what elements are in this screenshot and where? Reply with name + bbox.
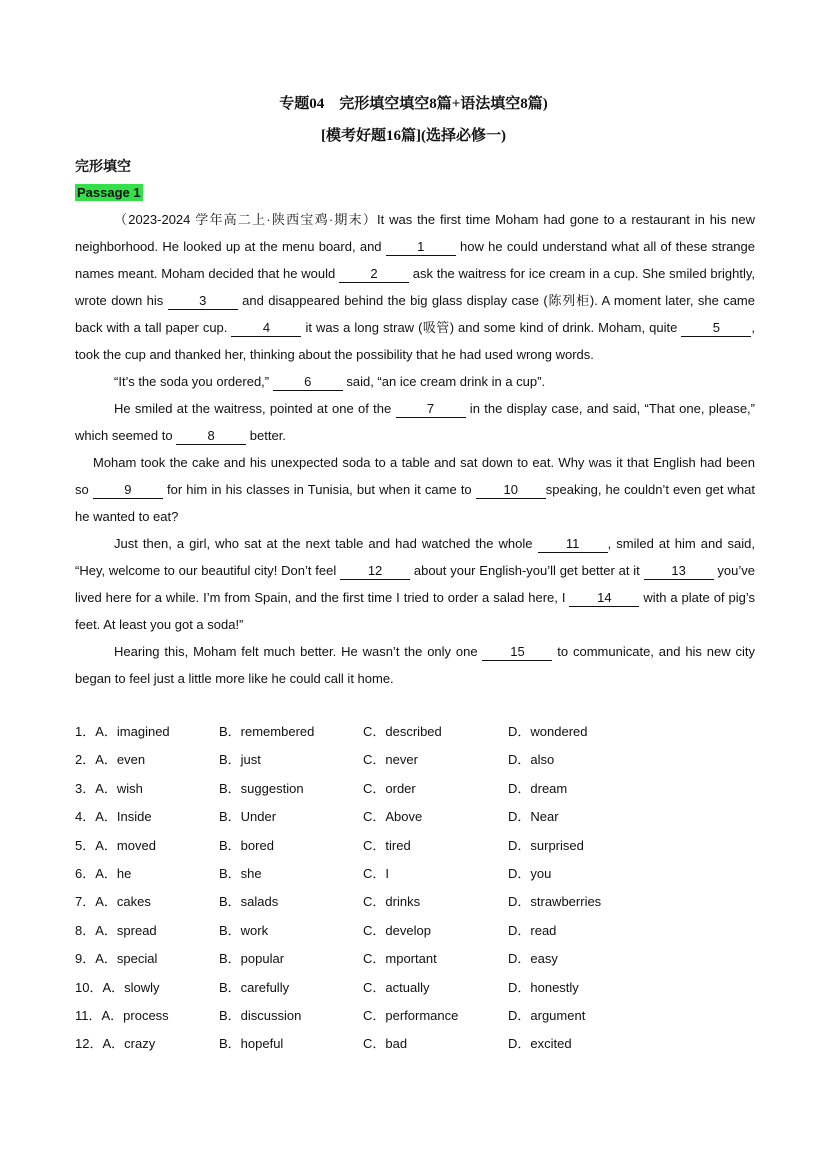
passage-text: speaking, he couldn’t even get what he wanted to eat? [75,482,756,524]
passage-text: （2023-2024 学年高二上·陕西宝鸡·期末）It was the first time Moham had gone to a restaurant in his new neighborhood. He looked up at the menu board, and [75,212,755,254]
option-b: B．she [219,865,262,881]
option-a: 11．A．process [75,1007,169,1023]
question-row [75,977,755,1005]
passage-text: with a plate of pig’s feet. At least you got a soda!” [75,590,755,632]
option-b: B．Under [219,809,277,825]
option-a: 7．A．cakes [75,894,151,910]
option-c: C．performance [363,1007,459,1023]
question-row [75,920,755,948]
question-row [75,891,755,919]
option-d: D．dream [508,780,568,796]
option-c: C．described [363,724,442,739]
passage-text: for him in his classes in Tunisia, but when it came to [162,482,476,497]
option-d: D．excited [508,1036,572,1052]
option-b: B．salads [219,894,279,910]
question-row [75,863,755,891]
blank: 10 [476,482,546,499]
option-a: 9．A．special [75,951,158,967]
blank: 5 [681,320,751,337]
question-row [75,721,755,749]
page-title: 专题04 完形填空填空8篇+语法填空8篇) [279,96,548,112]
option-d: D．also [508,752,555,768]
blank: 9 [93,482,163,499]
option-a: 3．A．wish [75,780,143,796]
option-c: C．mportant [363,951,437,967]
question-row [75,1033,755,1061]
option-b: B．bored [219,837,274,853]
question-row [75,948,755,976]
passage-text: to communicate, and his new city began to feel just a little more like he could call it home. [75,644,755,686]
passage-text: , took the cup and thanked her, thinking about the possibility that he had used wrong words. [75,320,755,362]
blank: 4 [231,320,301,337]
option-b: B．just [219,752,261,768]
blank: 11 [538,536,608,553]
passage-label: Passage 1 [77,185,141,200]
option-b: B．hopeful [219,1036,284,1052]
question-row [75,1005,755,1033]
passage-text: how he could understand what all of these strange names meant. Moham decided that he would [75,239,755,281]
paragraph [75,449,755,530]
option-b: B．suggestion [219,780,304,796]
passage-body [75,206,755,692]
option-c: C．drinks [363,894,421,910]
passage-text: , smiled at him and said, “Hey, welcome to our beautiful city! Don’t feel [75,536,755,578]
passage-text: said, “an ice cream drink in a cup”. [342,374,546,389]
passage-text: about your English-you’ll get better at it [410,563,644,578]
passage-text: better. [246,428,286,443]
option-b: B．discussion [219,1007,302,1023]
passage-text: Moham took the cake and his unexpected soda to a table and sat down to eat. Why was it that English had been so [75,455,755,497]
passage-text: Hearing this, Moham felt much better. He wasn’t the only one [114,644,483,659]
option-d: D．surprised [508,837,584,853]
option-b: B．remembered [219,724,315,739]
option-d: D．wondered [508,724,588,739]
passage-text: in the display case, and said, “That one, please,” which seemed to [75,401,755,443]
passage-text: ask the waitress for ice cream in a cup. She smiled brightly, wrote down his [75,266,755,308]
blank: 3 [168,293,238,310]
option-a: 1．A．imagined [75,724,170,739]
section-heading: 完形填空 [75,158,131,174]
question-row [75,835,755,863]
option-c: C．never [363,752,418,768]
option-c: C．bad [363,1036,408,1052]
blank: 6 [273,374,343,391]
blank: 7 [396,401,466,418]
option-a: 10．A．slowly [75,979,160,995]
option-a: 6．A．he [75,865,132,881]
option-c: C．develop [363,922,431,938]
passage-text: “It’s the soda you ordered,” [114,374,273,389]
option-c: C．tired [363,837,411,853]
question-row [75,749,755,777]
option-d: D．argument [508,1007,586,1023]
question-row [75,778,755,806]
paragraph [75,530,755,638]
option-a: 8．A．spread [75,922,157,938]
passage-text: and disappeared behind the big glass display case (陈列柜). A moment later, she came back with a tall paper cup. [75,293,755,335]
passage-text: you’ve lived here for a while. I’m from Spain, and the first time I tried to order a salad here, I [75,563,755,605]
blank: 12 [340,563,410,580]
blank: 1 [386,239,456,256]
option-d: D．easy [508,951,558,967]
option-c: C．order [363,780,416,796]
option-b: B．carefully [219,979,290,995]
option-d: D．strawberries [508,894,602,910]
option-d: D．read [508,922,557,938]
blank: 8 [176,428,246,445]
option-a: 5．A．moved [75,837,156,853]
answer-options [75,721,755,1062]
option-c: C．actually [363,979,430,995]
option-d: D．honestly [508,979,579,995]
paragraph [75,638,755,692]
option-c: C．I [363,865,390,881]
passage-text: it was a long straw (吸管) and some kind of drink. Moham, quite [301,320,682,335]
option-b: B．popular [219,951,285,967]
passage-text: Just then, a girl, who sat at the next table and had watched the whole [114,536,538,551]
blank: 2 [339,266,409,283]
option-a: 4．A．Inside [75,809,152,825]
question-row [75,806,755,834]
option-a: 12．A．crazy [75,1036,156,1052]
blank: 13 [644,563,714,580]
option-b: B．work [219,922,269,938]
option-d: D．Near [508,809,559,825]
option-c: C．Above [363,809,423,825]
passage-text: He smiled at the waitress, pointed at one of the [114,401,396,416]
option-d: D．you [508,865,552,881]
paragraph [75,206,755,368]
option-a: 2．A．even [75,752,146,768]
blank: 15 [482,644,552,661]
page-subtitle: [模考好题16篇](选择必修一) [321,128,506,144]
blank: 14 [569,590,639,607]
paragraph [75,395,755,449]
paragraph [75,368,755,395]
